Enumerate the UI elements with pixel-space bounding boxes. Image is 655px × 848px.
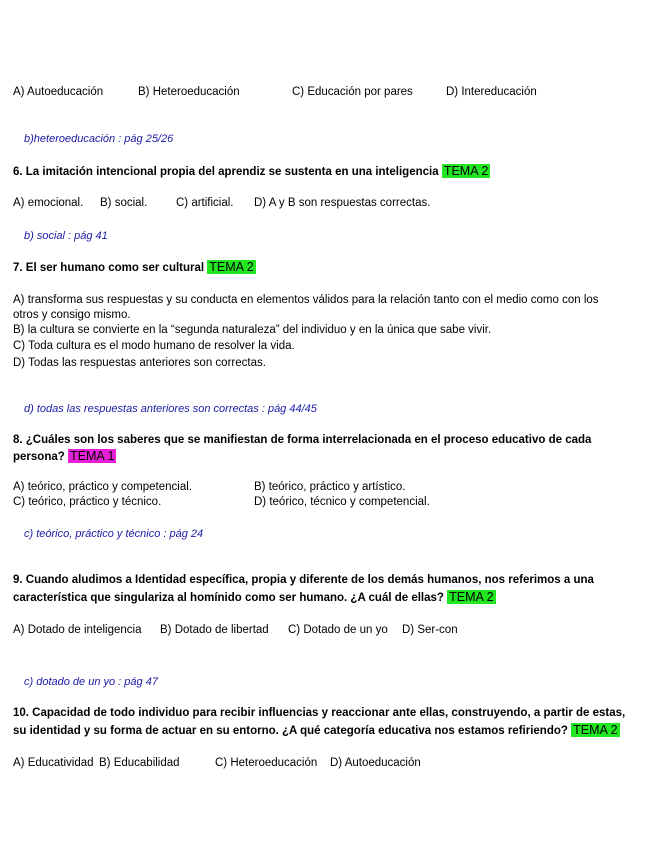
q9-options: [13, 623, 643, 638]
q9-question-text: característica que singulariza al homínido como ser humano. ¿A cuál de ellas?: [13, 592, 444, 604]
q5-option-d: D) Intereducación: [446, 86, 537, 98]
q7-question: [13, 260, 256, 276]
q8-option-b: B) teórico, práctico y artístico.: [254, 481, 406, 493]
q8-question-line2: [13, 449, 116, 465]
q7-tema-badge: TEMA 2: [209, 260, 254, 274]
q6-options: [13, 196, 643, 211]
q6-tema-badge: TEMA 2: [443, 164, 489, 178]
q5-answer: b)heteroeducación : pág 25/26: [24, 133, 174, 145]
q8-question-text: persona?: [13, 451, 65, 463]
q8-options-row1: [13, 480, 643, 495]
q8-option-a: A) teórico, práctico y competencial.: [13, 481, 192, 493]
q6-answer: b) social : pág 41: [24, 230, 108, 242]
q9-question-line1: 9. Cuando aludimos a Identidad específica, propia y diferente de los demás humanos, nos referimos a una: [13, 574, 594, 586]
q5-option-c: C) Educación por pares: [292, 86, 413, 98]
q9-question-line2: [13, 590, 496, 606]
q10-question-text: su identidad y su forma de actuar en su entorno. ¿A qué categoría educativa nos estamos refiriendo?: [13, 725, 568, 737]
q9-answer: c) dotado de un yo : pág 47: [24, 676, 158, 688]
q9-option-c: C) Dotado de un yo: [288, 624, 388, 636]
q10-option-b: B) Educabilidad: [99, 757, 180, 769]
q5-option-b: B) Heteroeducación: [138, 86, 240, 98]
q7-line-a2: otros y consigo mismo.: [13, 309, 131, 321]
q8-answer: c) teórico, práctico y técnico : pág 24: [24, 528, 204, 540]
q10-tema-badge: TEMA 2: [573, 723, 618, 737]
q7-question-text: 7. El ser humano como ser cultural: [13, 262, 205, 274]
q5-options: [13, 85, 643, 100]
q6-option-d: D) A y B son respuestas correctas.: [254, 197, 431, 209]
q9-option-d: D) Ser-con: [402, 624, 458, 636]
q10-option-c: C) Heteroeducación: [215, 757, 318, 769]
q9-option-a: A) Dotado de inteligencia: [13, 624, 142, 636]
q5-option-a: A) Autoeducación: [13, 86, 104, 98]
q8-question-line1: 8. ¿Cuáles son los saberes que se manifiestan de forma interrelacionada en el proceso educativo de cada: [13, 434, 592, 446]
q7-line-a1: A) transforma sus respuestas y su conducta en elementos válidos para la relación tanto con el medio como con los: [13, 294, 599, 306]
q7-answer: d) todas las respuestas anteriores son correctas : pág 44/45: [24, 403, 317, 415]
q7-line-c: C) Toda cultura es el modo humano de resolver la vida.: [13, 340, 295, 352]
q10-option-d: D) Autoeducación: [330, 757, 421, 769]
q10-question-line2: [13, 723, 620, 739]
q6-option-b: B) social.: [100, 197, 148, 209]
q9-option-b: B) Dotado de libertad: [160, 624, 269, 636]
q10-options: [13, 756, 643, 771]
q6-question: [13, 164, 490, 180]
q8-tema-badge: TEMA 1: [69, 449, 115, 463]
q9-tema-badge: TEMA 2: [449, 590, 494, 604]
q7-line-b: B) la cultura se convierte en la “segunda naturaleza” del individuo y en la única que sabe vivir.: [13, 324, 492, 336]
q8-option-d: D) teórico, técnico y competencial.: [254, 496, 430, 508]
q6-question-text: 6. La imitación intencional propia del aprendiz se sustenta en una inteligencia: [13, 166, 439, 178]
q8-options-row2: [13, 495, 643, 510]
q10-option-a: A) Educatividad: [13, 757, 94, 769]
q7-line-d: D) Todas las respuestas anteriores son correctas.: [13, 357, 266, 369]
q6-option-c: C) artificial.: [176, 197, 234, 209]
q6-option-a: A) emocional.: [13, 197, 84, 209]
q10-question-line1: 10. Capacidad de todo individuo para recibir influencias y reaccionar ante ellas, construyendo, a partir de estas,: [13, 707, 626, 719]
q8-option-c: C) teórico, práctico y técnico.: [13, 496, 162, 508]
